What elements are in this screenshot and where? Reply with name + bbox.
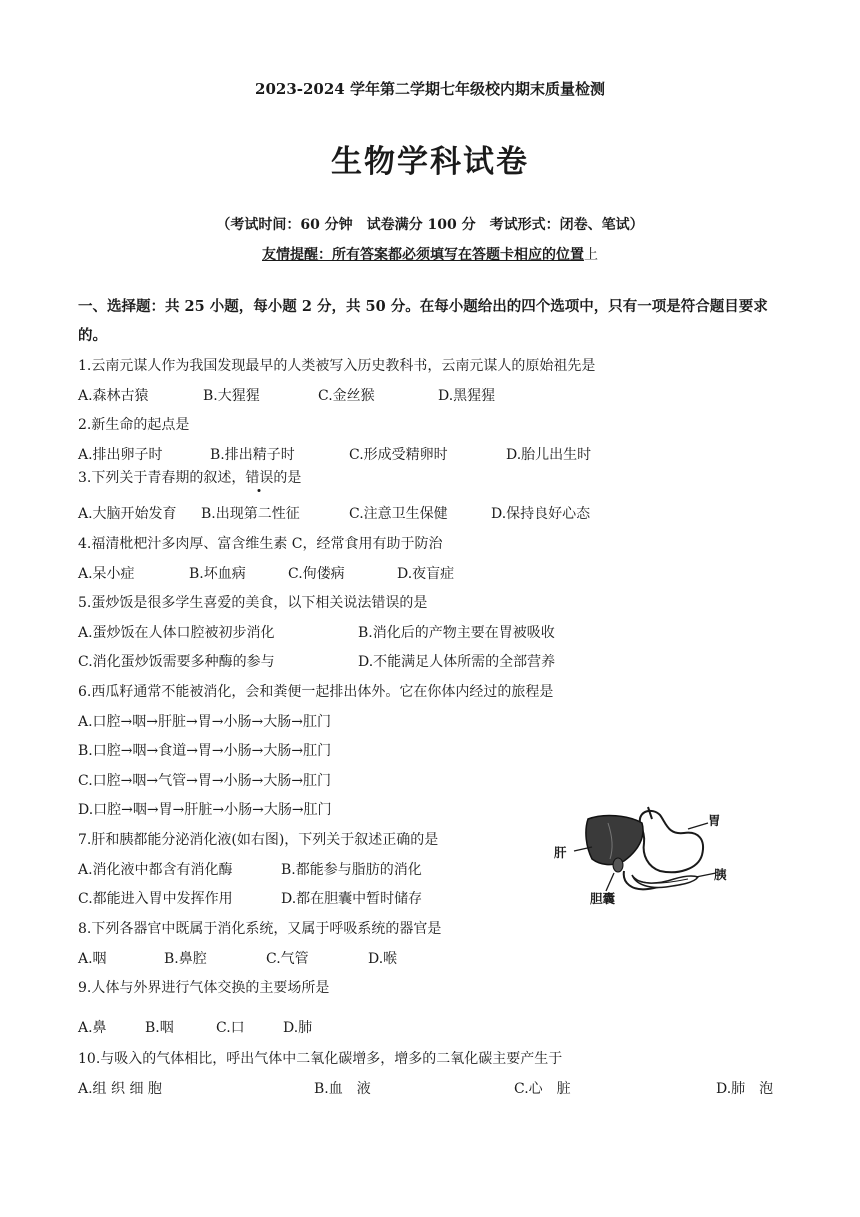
- page-title: 生物学科试卷: [331, 144, 529, 180]
- option: A.大脑开始发育: [78, 506, 177, 522]
- option: C.注意卫生保健: [349, 506, 448, 522]
- option: C.心 脏: [514, 1081, 571, 1097]
- option: B.大猩猩: [203, 388, 260, 404]
- option: D.都在胆囊中暂时储存: [281, 891, 423, 907]
- option: D.喉: [368, 951, 398, 967]
- option: B.都能参与脂肪的消化: [281, 862, 422, 878]
- option: C.气管: [266, 951, 309, 967]
- stem-text: 的是: [273, 470, 302, 486]
- question-stem: 9.人体与外界进行气体交换的主要场所是: [78, 980, 330, 996]
- question-stem: 5.蛋炒饭是很多学生喜爱的美食，以下相关说法错误的是: [78, 595, 428, 611]
- option: D.肺 泡: [716, 1081, 774, 1097]
- question-stem: 2.新生命的起点是: [78, 417, 190, 433]
- figure-label-gallbladder: 胆囊: [590, 891, 616, 906]
- figure-label-stomach: 胃: [708, 813, 721, 828]
- option: D.保持良好心态: [491, 506, 591, 522]
- option: C.金丝猴: [318, 388, 375, 404]
- question-stem: 6.西瓜籽通常不能被消化，会和粪便一起排出体外。它在你体内经过的旅程是: [78, 684, 554, 700]
- option: A.口腔→咽→肝脏→胃→小肠→大肠→肛门: [78, 714, 331, 730]
- option: C.口: [216, 1020, 245, 1036]
- liver-pancreas-diagram: [548, 805, 728, 905]
- digestive-organs-figure: [548, 805, 728, 905]
- option: D.黑猩猩: [438, 388, 496, 404]
- option: D.不能满足人体所需的全部营养: [358, 654, 556, 670]
- option: C.消化蛋炒饭需要多种酶的参与: [78, 654, 275, 670]
- reminder-underlined: 友情提醒：所有答案都必须填写在答题卡相应的位置: [262, 247, 584, 263]
- option: C.都能进入胃中发挥作用: [78, 891, 233, 907]
- question-stem: 10.与吸入的气体相比，呼出气体中二氧化碳增多，增多的二氧化碳主要产生于: [78, 1051, 563, 1067]
- option: C.形成受精卵时: [349, 447, 448, 463]
- figure-label-liver: 肝: [554, 845, 567, 860]
- option: B.出现第二性征: [201, 506, 300, 522]
- exam-info: （考试时间：60 分钟 试卷满分 100 分 考试形式：闭卷、笔试）: [216, 217, 644, 233]
- option: A.呆小症: [78, 566, 135, 582]
- option: D.口腔→咽→胃→肝脏→小肠→大肠→肛门: [78, 802, 332, 818]
- option: B.咽: [145, 1020, 174, 1036]
- option: B.鼻腔: [164, 951, 207, 967]
- option: D.肺: [283, 1020, 313, 1036]
- option: C.佝偻病: [288, 566, 345, 582]
- section-heading: 一、选择题：共 25 小题，每小题 2 分，共 50 分。在每小题给出的四个选项中，只有一项是符合题目要求的。: [78, 298, 768, 344]
- question-stem: 4.福清枇杷汁多肉厚、富含维生素 C，经常食用有助于防治: [78, 536, 443, 552]
- option: D.胎儿出生时: [506, 447, 592, 463]
- exam-header-line: 2023-2024 学年第二学期七年级校内期末质量检测: [255, 80, 605, 98]
- question-stem: 1.云南元谋人作为我国发现最早的人类被写入历史教科书，云南元谋人的原始祖先是: [78, 358, 596, 374]
- question-stem: [78, 467, 301, 487]
- option: B.坏血病: [189, 566, 246, 582]
- question-stem: 8.下列各器官中既属于消化系统，又属于呼吸系统的器官是: [78, 921, 442, 937]
- option: A.森林古猿: [78, 388, 149, 404]
- option: A.排出卵子时: [78, 447, 163, 463]
- option: A.蛋炒饭在人体口腔被初步消化: [78, 625, 275, 641]
- option: A.消化液中都含有消化酶: [78, 862, 233, 878]
- option: A.鼻: [78, 1020, 107, 1036]
- question-stem: 7.肝和胰都能分泌消化液(如右图)，下列关于叙述正确的是: [78, 832, 439, 848]
- figure-label-pancreas: 胰: [714, 867, 727, 882]
- option: B.排出精子时: [210, 447, 295, 463]
- stem-text: 3.下列关于青春期的叙述，: [78, 470, 246, 486]
- option: B.消化后的产物主要在胃被吸收: [358, 625, 555, 641]
- option: D.夜盲症: [397, 566, 455, 582]
- option: A.咽: [78, 951, 107, 967]
- reminder: [0, 244, 860, 264]
- option: B.口腔→咽→食道→胃→小肠→大肠→肛门: [78, 743, 332, 759]
- option: C.口腔→咽→气管→胃→小肠→大肠→肛门: [78, 773, 332, 789]
- option: A.组 织 细 胞: [78, 1081, 162, 1097]
- emphasis-word: 错误: [245, 470, 274, 486]
- reminder-tail: 上: [584, 247, 598, 263]
- option: B.血 液: [314, 1081, 371, 1097]
